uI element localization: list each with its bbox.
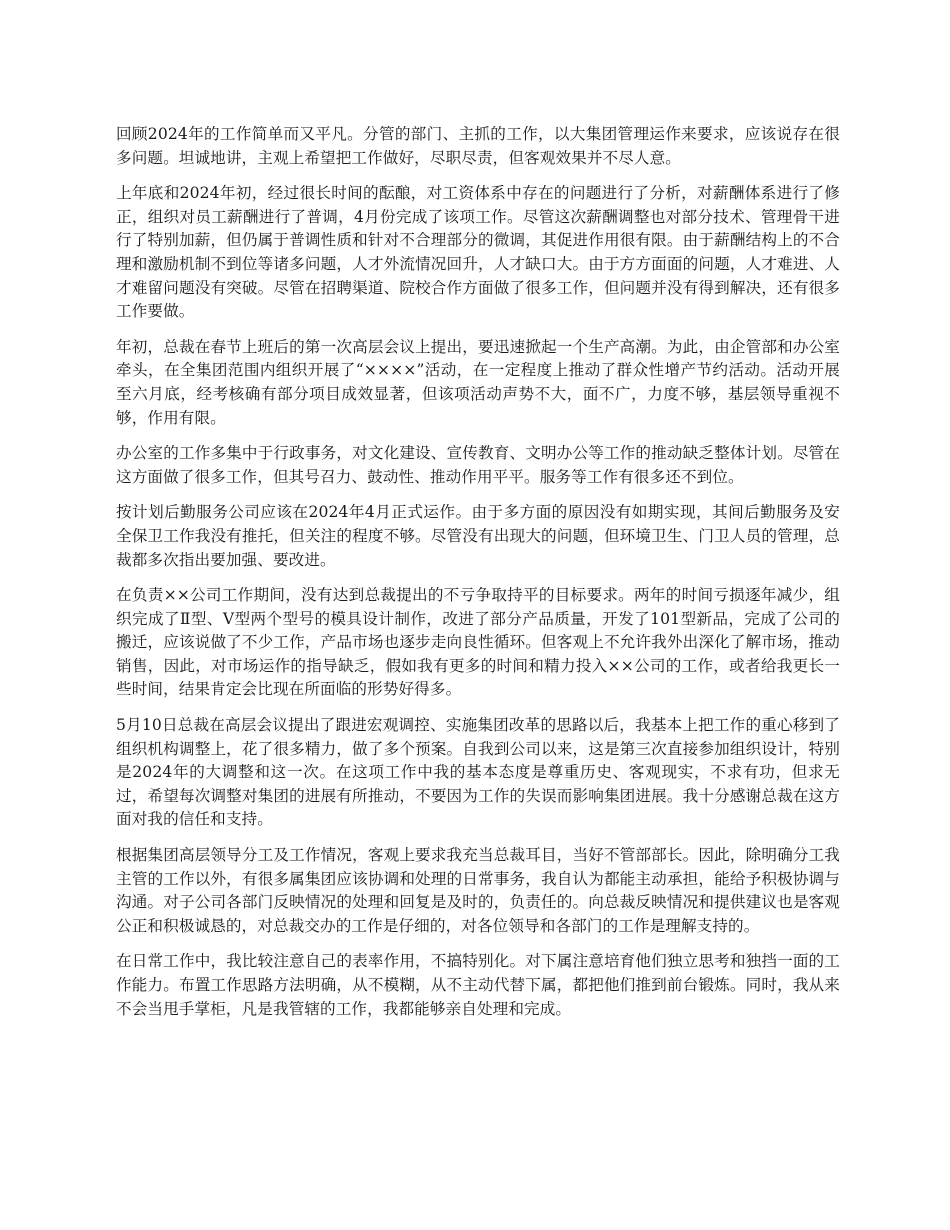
paragraph-7: 5月10日总裁在高层会议提出了跟进宏观调控、实施集团改革的思路以后，我基本上把工作的重心移到了组织机构调整上，花了很多精力，做了多个预案。自我到公司以来，这是第三次直接参加组织设计，特别是2024年的大调整和这一次。在这项工作中我的基本态度是尊重历史、客观现实，不求有功，但求无过，希望每次调整对集团的进展有所推动，不要因为工作的失误而影响集团进展。我十分感谢总裁在这方面对我的信任和支持。: [116, 716, 840, 829]
paragraph-6: 在负责××公司工作期间，没有达到总裁提出的不亏争取持平的目标要求。两年的时间亏损逐年减少，组织完成了Ⅱ型、Ⅴ型两个型号的模具设计制作，改进了部分产品质量，开发了101型新品，完成了公司的搬迁，应该说做了不少工作，产品市场也逐步走向良性循环。但客观上不允许我外出深化了解市场，推动销售，因此，对市场运作的指导缺乏，假如我有更多的时间和精力投入××公司的工作，或者给我更长一些时间，结果肯定会比现在所面临的形势好得多。: [116, 586, 840, 699]
paragraph-5: 按计划后勤服务公司应该在2024年4月正式运作。由于多方面的原因没有如期实现，其间后勤服务及安全保卫工作我没有推托，但关注的程度不够。尽管没有出现大的问题，但环境卫生、门卫人员的管理，总裁都多次指出要加强、要改进。: [116, 503, 840, 569]
paragraph-3: 年初，总裁在春节上班后的第一次高层会议上提出，要迅速掀起一个生产高潮。为此，由企管部和办公室牵头，在全集团范围内组织开展了“××××”活动，在一定程度上推动了群众性增产节约活动。活动开展至六月底，经考核确有部分项目成效显著，但该项活动声势不大，面不广，力度不够，基层领导重视不够，作用有限。: [116, 337, 840, 427]
paragraph-9: 在日常工作中，我比较注意自己的表率作用，不搞特别化。对下属注意培育他们独立思考和独挡一面的工作能力。布置工作思路方法明确，从不模糊，从不主动代替下属，都把他们推到前台锻炼。同时，我从来不会当甩手掌柜，凡是我管辖的工作，我都能够亲自处理和完成。: [116, 952, 840, 1018]
document-body: [116, 123, 840, 1033]
paragraph-1: 回顾2024年的工作简单而又平凡。分管的部门、主抓的工作，以大集团管理运作来要求，应该说存在很多问题。坦诚地讲，主观上希望把工作做好，尽职尽责，但客观效果并不尽人意。: [116, 125, 840, 167]
paragraph-4: 办公室的工作多集中于行政事务，对文化建设、宣传教育、文明办公等工作的推动缺乏整体计划。尽管在这方面做了很多工作，但其号召力、鼓动性、推动作用平平。服务等工作有很多还不到位。: [116, 444, 840, 486]
paragraph-2: 上年底和2024年初，经过很长时间的酝酿，对工资体系中存在的问题进行了分析，对薪酬体系进行了修正，组织对员工薪酬进行了普调，4月份完成了该项工作。尽管这次薪酬调整也对部分技术、管理骨干进行了特别加薪，但仍属于普调性质和针对不合理部分的微调，其促进作用很有限。由于薪酬结构上的不合理和激励机制不到位等诸多问题，人才外流情况回升，人才缺口大。由于方方面面的问题，人才难进、人才难留问题没有突破。尽管在招聘渠道、院校合作方面做了很多工作，但问题并没有得到解决，还有很多工作要做。: [116, 184, 840, 321]
paragraph-8: 根据集团高层领导分工及工作情况，客观上要求我充当总裁耳目，当好不管部部长。因此，除明确分工我主管的工作以外，有很多属集团应该协调和处理的日常事务，我自认为都能主动承担，能给予积极协调与沟通。对子公司各部门反映情况的处理和回复是及时的，负责任的。向总裁反映情况和提供建议也是客观公正和积极诚恳的，对总裁交办的工作是仔细的，对各位领导和各部门的工作是理解支持的。: [116, 846, 840, 935]
